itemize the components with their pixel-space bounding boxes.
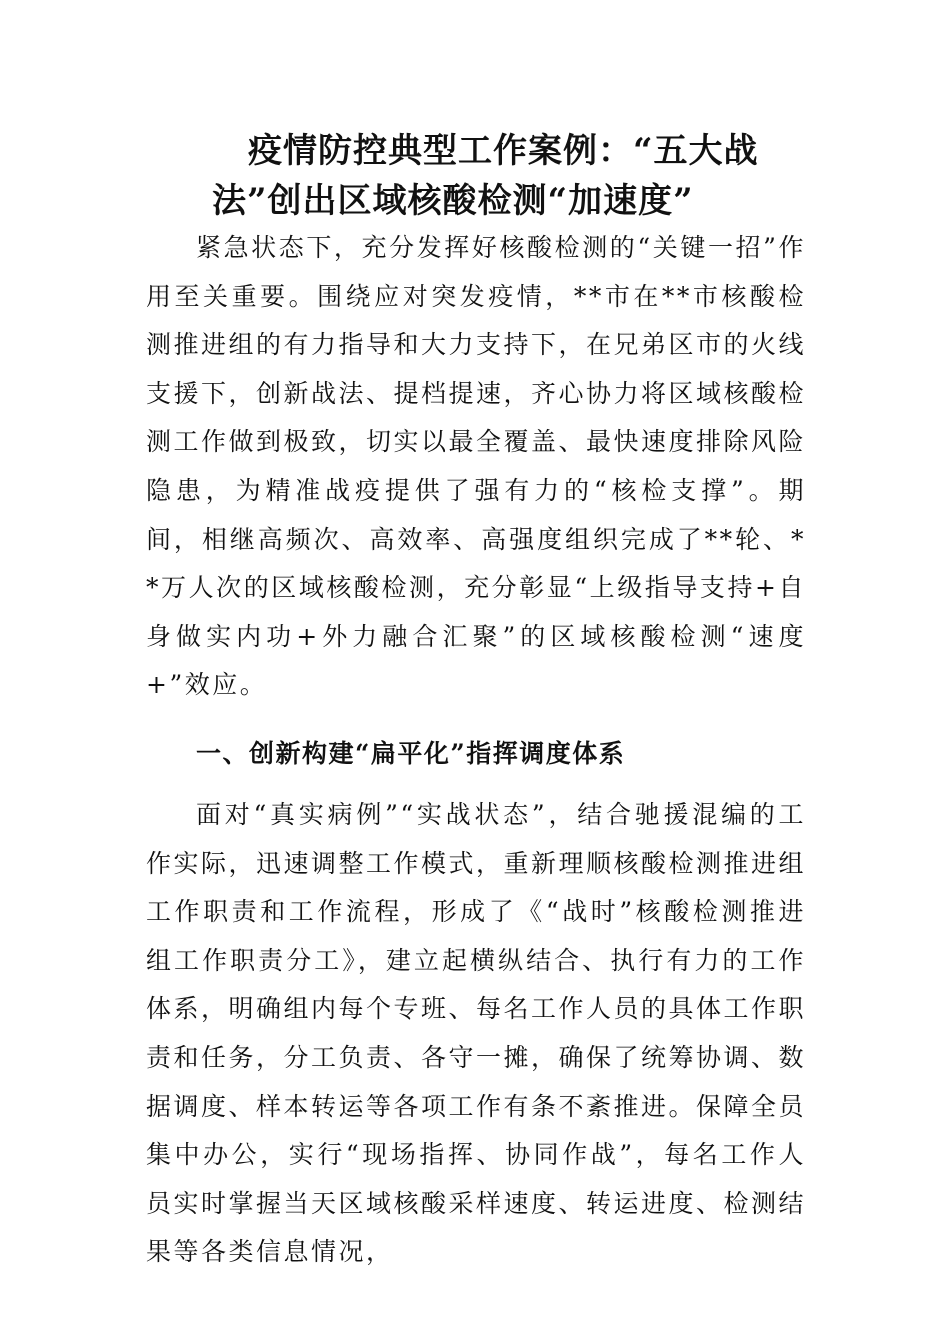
section-1-paragraph: 面对“真实病例”“实战状态”，结合驰援混编的工作实际，迅速调整工作模式，重新理顺核酸检测推进组工作职责和工作流程，形成了《“战时”核酸检测推进组工作职责分工》，建立起横纵结合、执行有力的工作体系，明确组内每个专班、每名工作人员的具体工作职责和任务，分工负责、各守一摊，确保了统筹协调、数据调度、样本转运等各项工作有条不紊推进。保障全员集中办公，实行“现场指挥、协同作战”，每名工作人员实时掌握当天区域核酸采样速度、转运进度、检测结果等各类信息情况， (146, 799, 807, 1267)
document-title (150, 126, 810, 226)
title-line-2: 法”创出区域核酸检测“加速度” (212, 181, 694, 221)
section-1-heading: 一、创新构建“扁平化”指挥调度体系 (196, 738, 626, 768)
document-body (146, 224, 806, 1277)
intro-paragraph: 紧急状态下，充分发挥好核酸检测的“关键一招”作用至关重要。围绕应对突发疫情，**市在**市核酸检测推进组的有力指导和大力支持下，在兄弟区市的火线支援下，创新战法、提档提速，齐心协力将区域核酸检测工作做到极致，切实以最全覆盖、最快速度排除风险隐患，为精准战疫提供了强有力的“核检支撑”。期间，相继高频次、高效率、高强度组织完成了**轮、**万人次的区域核酸检测，充分彰显“上级指导支持+自身做实内功+外力融合汇聚”的区域核酸检测“速度+”效应。 (146, 233, 807, 700)
title-line-1: 疫情防控典型工作案例：“五大战 (248, 131, 759, 171)
